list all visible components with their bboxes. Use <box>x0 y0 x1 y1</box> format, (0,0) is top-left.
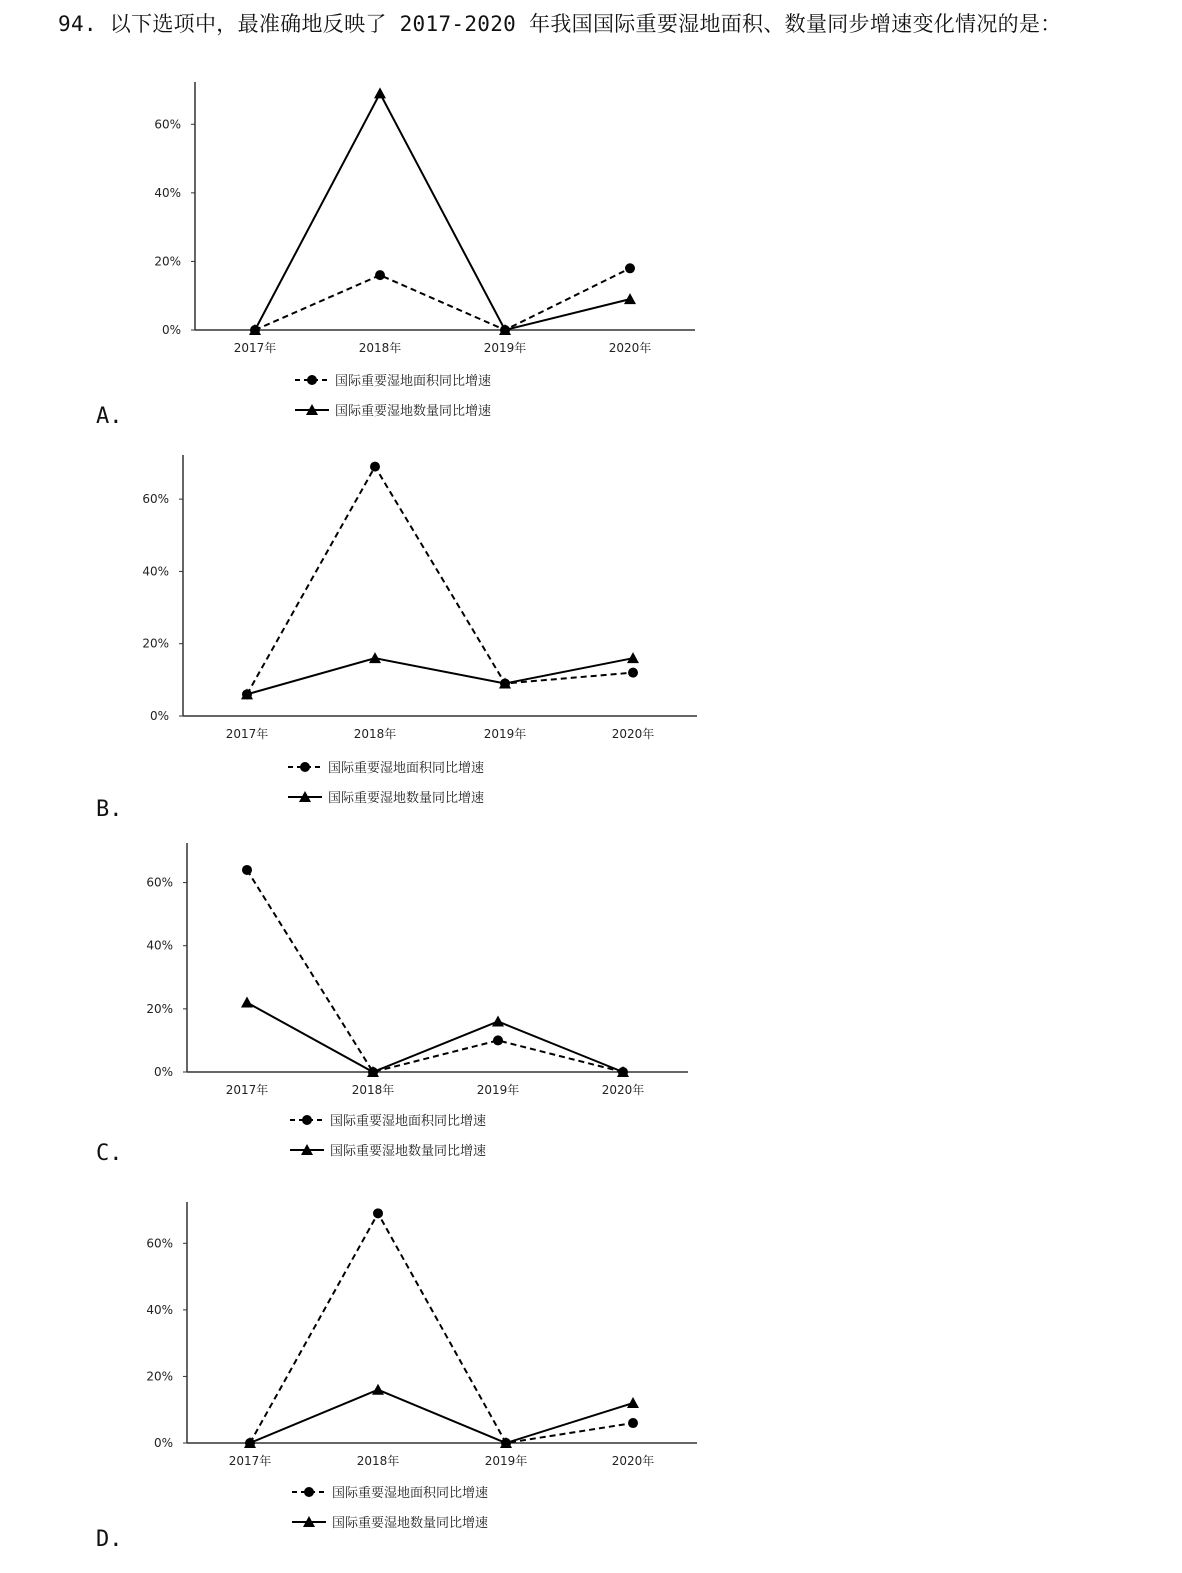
y-tick-label: 60% <box>154 117 181 132</box>
y-tick-label: 40% <box>146 938 173 953</box>
chart-option-a <box>0 70 760 430</box>
x-tick-label: 2019年 <box>483 727 527 741</box>
count-growth-line <box>255 93 630 330</box>
legend-label: 国际重要湿地数量同比增速 <box>332 1516 489 1531</box>
count-growth-line <box>250 1390 633 1443</box>
chart-a-svg <box>0 70 760 430</box>
legend-label: 国际重要湿地数量同比增速 <box>328 791 485 806</box>
y-tick-label: 40% <box>154 185 181 200</box>
chart-c-svg <box>0 835 760 1175</box>
legend-marker <box>304 1487 314 1497</box>
y-tick-label: 60% <box>146 1236 173 1251</box>
option-label-d[interactable]: D. <box>96 1527 123 1552</box>
x-tick-label: 2018年 <box>353 727 397 741</box>
area-growth-line <box>250 1213 633 1443</box>
area-growth-point <box>628 668 638 678</box>
area-growth-line <box>247 467 633 695</box>
x-tick-label: 2019年 <box>483 341 527 355</box>
y-tick-label: 20% <box>154 254 181 269</box>
count-growth-point <box>624 293 636 304</box>
area-growth-point <box>493 1035 503 1045</box>
x-tick-label: 2018年 <box>358 341 402 355</box>
y-tick-label: 40% <box>142 564 169 579</box>
y-tick-label: 60% <box>142 492 169 507</box>
count-growth-line <box>247 658 633 694</box>
x-tick-label: 2017年 <box>225 727 269 741</box>
chart-b-svg <box>0 445 760 825</box>
x-tick-label: 2019年 <box>484 1454 528 1468</box>
x-tick-label: 2020年 <box>608 341 652 355</box>
question-text: 94. 以下选项中，最准确地反映了 2017-2020 年我国国际重要湿地面积、数量同步增速变化情况的是： <box>58 12 1062 36</box>
count-growth-point <box>369 652 381 663</box>
legend-label: 国际重要湿地数量同比增速 <box>335 404 492 419</box>
legend-marker <box>300 762 310 772</box>
area-growth-point <box>375 270 385 280</box>
y-tick-label: 0% <box>153 1436 173 1450</box>
legend-marker <box>302 1115 312 1125</box>
area-growth-point <box>625 263 635 273</box>
y-tick-label: 0% <box>161 323 181 337</box>
y-tick-label: 20% <box>142 636 169 651</box>
legend-marker <box>307 375 317 385</box>
x-tick-label: 2018年 <box>351 1083 395 1097</box>
area-growth-point <box>628 1418 638 1428</box>
option-label-b[interactable]: B. <box>96 797 123 822</box>
x-tick-label: 2018年 <box>356 1454 400 1468</box>
area-growth-point <box>373 1208 383 1218</box>
legend-label: 国际重要湿地面积同比增速 <box>328 761 485 776</box>
y-tick-label: 40% <box>146 1302 173 1317</box>
y-tick-label: 20% <box>146 1369 173 1384</box>
option-label-a[interactable]: A. <box>96 404 123 429</box>
legend-label: 国际重要湿地面积同比增速 <box>335 374 492 389</box>
count-growth-point <box>372 1384 384 1395</box>
x-tick-label: 2019年 <box>476 1083 520 1097</box>
x-tick-label: 2020年 <box>611 727 655 741</box>
count-growth-line <box>247 1003 623 1072</box>
x-tick-label: 2020年 <box>611 1454 655 1468</box>
chart-option-d <box>0 1190 760 1565</box>
count-growth-point <box>374 87 386 98</box>
legend-label: 国际重要湿地面积同比增速 <box>330 1114 487 1129</box>
y-tick-label: 0% <box>153 1065 173 1079</box>
area-growth-line <box>247 870 623 1072</box>
legend-label: 国际重要湿地数量同比增速 <box>330 1144 487 1159</box>
chart-option-b <box>0 445 760 825</box>
x-tick-label: 2020年 <box>601 1083 645 1097</box>
count-growth-point <box>492 1015 504 1026</box>
area-growth-point <box>370 462 380 472</box>
chart-option-c <box>0 835 760 1175</box>
count-growth-point <box>241 997 253 1008</box>
x-tick-label: 2017年 <box>233 341 277 355</box>
y-tick-label: 20% <box>146 1001 173 1016</box>
area-growth-line <box>255 268 630 330</box>
x-tick-label: 2017年 <box>228 1454 272 1468</box>
area-growth-point <box>242 865 252 875</box>
chart-d-svg <box>0 1190 760 1565</box>
legend-label: 国际重要湿地面积同比增速 <box>332 1486 489 1501</box>
y-tick-label: 0% <box>149 709 169 723</box>
count-growth-point <box>627 1397 639 1408</box>
count-growth-point <box>627 652 639 663</box>
option-label-c[interactable]: C. <box>96 1141 123 1166</box>
y-tick-label: 60% <box>146 875 173 890</box>
x-tick-label: 2017年 <box>225 1083 269 1097</box>
